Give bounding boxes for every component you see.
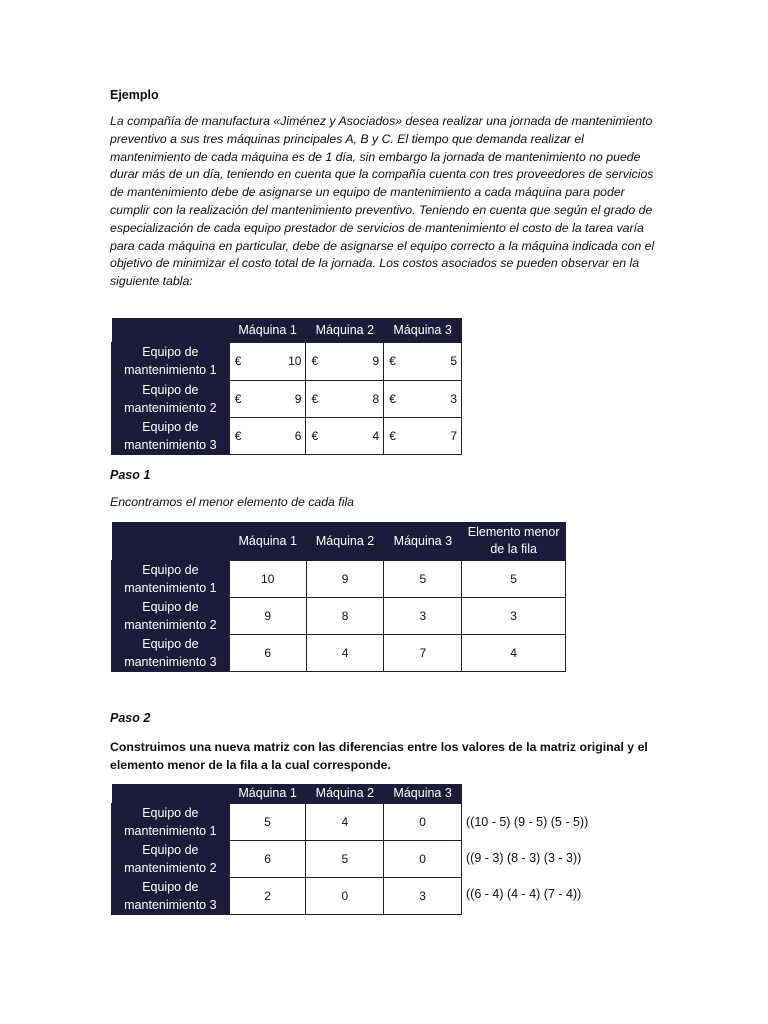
paso-1-table bbox=[111, 522, 566, 672]
paso-2-title: Paso 2 bbox=[110, 711, 151, 725]
min-value-cell: 5 bbox=[462, 560, 566, 597]
cost-cell bbox=[306, 417, 384, 454]
header-maquina-3: Máquina 3 bbox=[384, 784, 462, 803]
header-maquina-2: Máquina 2 bbox=[306, 318, 384, 342]
cost-value: 7 bbox=[450, 428, 457, 443]
value-cell: 0 bbox=[384, 803, 462, 840]
cost-value: 8 bbox=[372, 391, 380, 406]
value-cell: 5 bbox=[306, 840, 384, 877]
euro-symbol: € bbox=[234, 428, 242, 443]
header-maquina-3: Máquina 3 bbox=[384, 318, 462, 342]
min-value-cell: 4 bbox=[462, 634, 566, 671]
paso-2-text: Construimos una nueva matriz con las diferencias entre los valores de la matriz original y el elemento menor de la fila a la cual corresponde. bbox=[110, 740, 648, 772]
cost-cell bbox=[306, 380, 384, 417]
header-elemento-menor: Elemento menor de la fila bbox=[462, 522, 566, 560]
row-label: Equipo de mantenimiento 2 bbox=[112, 380, 230, 417]
row-label: Equipo de mantenimiento 3 bbox=[112, 634, 230, 671]
paso-2-table bbox=[111, 784, 462, 915]
cost-value: 5 bbox=[450, 354, 457, 368]
value-cell: 5 bbox=[229, 803, 306, 840]
header-blank bbox=[112, 522, 230, 560]
row-label: Equipo de mantenimiento 1 bbox=[112, 803, 230, 840]
value-cell: 3 bbox=[384, 877, 462, 914]
header-maquina-2: Máquina 2 bbox=[306, 784, 384, 803]
paso-1-text: Encontramos el menor elemento de cada fila bbox=[110, 495, 355, 509]
value-cell: 2 bbox=[229, 877, 306, 914]
value-cell: 9 bbox=[229, 597, 306, 634]
cost-value: 3 bbox=[450, 391, 457, 406]
header-maquina-1: Máquina 1 bbox=[229, 522, 306, 560]
value-cell: 0 bbox=[384, 840, 462, 877]
cost-value: 4 bbox=[372, 428, 380, 443]
cost-value: 6 bbox=[294, 428, 302, 443]
euro-symbol: € bbox=[311, 354, 319, 368]
row-label: Equipo de mantenimiento 1 bbox=[112, 342, 230, 380]
value-cell: 4 bbox=[306, 803, 384, 840]
cost-cell bbox=[384, 342, 462, 380]
header-blank bbox=[112, 784, 230, 803]
row-label: Equipo de mantenimiento 1 bbox=[112, 560, 230, 597]
page-title: Ejemplo bbox=[110, 88, 159, 102]
row-label: Equipo de mantenimiento 2 bbox=[112, 597, 230, 634]
value-cell: 8 bbox=[306, 597, 384, 634]
cost-cell bbox=[384, 417, 462, 454]
cost-value: 9 bbox=[372, 354, 380, 368]
cost-cell bbox=[229, 342, 306, 380]
header-maquina-1: Máquina 1 bbox=[229, 784, 306, 803]
cost-value: 9 bbox=[294, 391, 302, 406]
header-blank bbox=[112, 318, 230, 342]
row-2-calculation: ((9 - 3) (8 - 3) (3 - 3)) bbox=[466, 851, 582, 865]
value-cell: 4 bbox=[306, 634, 384, 671]
header-maquina-3: Máquina 3 bbox=[384, 522, 462, 560]
cost-cell bbox=[306, 342, 384, 380]
cost-cell bbox=[229, 380, 306, 417]
cost-value: 10 bbox=[288, 354, 302, 368]
cost-table bbox=[111, 318, 462, 455]
cost-cell bbox=[229, 417, 306, 454]
row-label: Equipo de mantenimiento 3 bbox=[112, 877, 230, 914]
euro-symbol: € bbox=[389, 354, 396, 368]
euro-symbol: € bbox=[234, 354, 242, 368]
value-cell: 5 bbox=[384, 560, 462, 597]
row-3-calculation: ((6 - 4) (4 - 4) (7 - 4)) bbox=[466, 887, 582, 901]
euro-symbol: € bbox=[234, 391, 242, 406]
row-1-calculation: ((10 - 5) (9 - 5) (5 - 5)) bbox=[466, 815, 589, 829]
euro-symbol: € bbox=[389, 428, 396, 443]
euro-symbol: € bbox=[311, 428, 319, 443]
intro-paragraph: La compañía de manufactura «Jiménez y Asociados» desea realizar una jornada de mantenimiento preventivo a sus tres máquinas principales A, B y C. El tiempo que demanda realizar el mantenimiento de cada máquina es de 1 día, sin embargo la jornada de mantenimiento no puede durar más de un día, teniendo en cuenta que la compañía cuenta con tres proveedores de servicios de mantenimiento debe de asignarse un equipo de mantenimiento a cada máquina para poder cumplir con la realización del mantenimiento preventivo. Teniendo en cuenta que según el grado de especialización de cada equipo prestador de servicios de mantenimiento el costo de la tarea varía para cada máquina en particular, debe de asignarse el equipo correcto a la máquina indicada con el objetivo de minimizar el costo total de la jornada. Los costos asociados se pueden observar en la siguiente tabla: bbox=[110, 114, 655, 289]
euro-symbol: € bbox=[389, 391, 396, 406]
value-cell: 3 bbox=[384, 597, 462, 634]
header-maquina-2: Máquina 2 bbox=[306, 522, 384, 560]
min-value-cell: 3 bbox=[462, 597, 566, 634]
paso-1-title: Paso 1 bbox=[110, 468, 151, 482]
row-label: Equipo de mantenimiento 3 bbox=[112, 417, 230, 454]
value-cell: 9 bbox=[306, 560, 384, 597]
value-cell: 10 bbox=[229, 560, 306, 597]
value-cell: 6 bbox=[229, 840, 306, 877]
euro-symbol: € bbox=[311, 391, 319, 406]
header-maquina-1: Máquina 1 bbox=[229, 318, 306, 342]
value-cell: 0 bbox=[306, 877, 384, 914]
value-cell: 7 bbox=[384, 634, 462, 671]
cost-cell bbox=[384, 380, 462, 417]
row-label: Equipo de mantenimiento 2 bbox=[112, 840, 230, 877]
value-cell: 6 bbox=[229, 634, 306, 671]
